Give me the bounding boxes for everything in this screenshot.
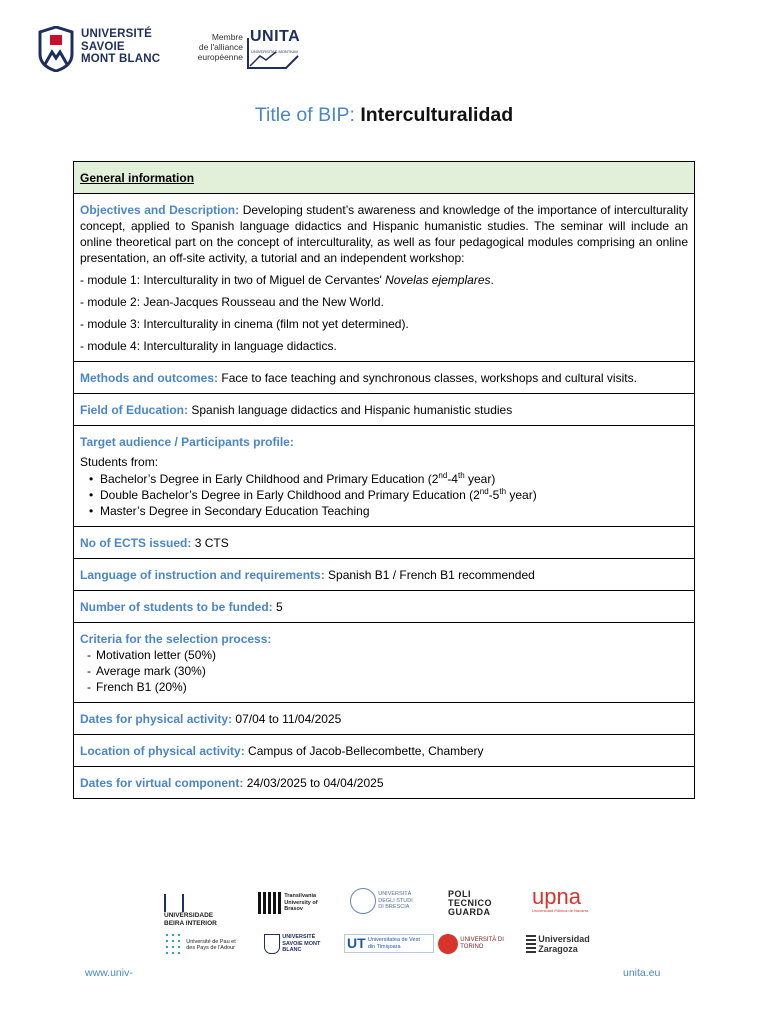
students-funded-cell [74,591,695,623]
language-cell [74,559,695,591]
dates-virtual-cell [74,767,695,799]
brasov-icon [258,892,282,914]
list-item: - Motivation letter (50%) [96,647,688,663]
page-title [0,104,768,127]
beira-interior-logo: UNIVERSIDADE BEIRA INTERIOR [164,894,244,928]
upna-logo: upna Universidad Pública de Navarra [532,884,589,913]
criteria-list [80,647,688,695]
objectives-paragraph [80,202,688,266]
usmb-partner-logo: UNIVERSITÉ SAVOIE MONT BLANC [264,934,334,954]
list-item: • Bachelor’s Degree in Early Childhood and Primary Education (2nd-4th year) [100,471,688,487]
membre-alliance-text: Membre de l'alliance européenne [197,32,243,62]
beira-icon [164,894,184,912]
students-from: Students from: [80,455,159,469]
target-label: Target audience / Participants profile: [80,435,294,449]
degree-list [80,471,688,519]
table-row [74,362,695,394]
table-row [74,591,695,623]
location-value: Campus of Jacob-Bellecombette, Chambery [248,744,484,758]
location-label: Location of physical activity: [80,744,245,758]
header-logos [38,26,318,74]
zaragoza-icon [526,935,536,953]
criteria-label: Criteria for the selection process: [80,632,272,646]
dates-physical-value: 07/04 to 11/04/2025 [235,712,342,726]
title-value: Interculturalidad [360,104,514,126]
list-item: • Master’s Degree in Secondary Education Teaching [100,503,688,519]
torino-seal-icon [438,934,458,954]
table-row [74,194,695,362]
zaragoza-logo: Universidad Zaragoza [526,934,606,954]
footer-website-left[interactable]: www.univ- [85,967,133,979]
footer-website-right[interactable]: unita.eu [623,967,661,979]
methods-label: Methods and outcomes: [80,371,219,385]
dates-physical-label: Dates for physical activity: [80,712,233,726]
students-funded-label: Number of students to be funded: [80,600,273,614]
field-text: Spanish language didactics and Hispanic humanistic studies [191,403,513,417]
ects-label: No of ECTS issued: [80,536,192,550]
list-item: - Average mark (30%) [96,663,688,679]
table-row [74,394,695,426]
location-cell [74,735,695,767]
ects-value: 3 CTS [194,536,229,550]
pau-logo: Université de Pau et des Pays de l'Adour [164,932,249,958]
list-item: - French B1 (20%) [96,679,688,695]
table-row [74,623,695,703]
criteria-cell [74,623,695,703]
language-value: Spanish B1 / French B1 recommended [328,568,535,582]
field-label: Field of Education: [80,403,188,417]
target-cell [74,426,695,527]
table-row [74,162,695,194]
module-1: - module 1: Interculturality in two of Miguel de Cervantes' Novelas ejemplares. [80,273,494,287]
language-label: Language of instruction and requirements: [80,568,325,582]
field-cell [74,394,695,426]
polito-guarda-logo: POLI TECNICO GUARDA [448,889,492,917]
module-3: - module 3: Interculturality in cinema (film not yet determined). [80,317,409,331]
dates-virtual-label: Dates for virtual component: [80,776,244,790]
ects-cell [74,527,695,559]
objectives-cell [74,194,695,362]
usmb-small-shield-icon [264,934,280,954]
methods-text: Face to face teaching and synchronous classes, workshops and cultural visits. [221,371,637,385]
pau-dots-icon [164,932,184,958]
table-row [74,735,695,767]
brasov-logo: Transilvania University of Brasov [258,892,328,914]
torino-logo: UNIVERSITÀ DI TORINO [438,934,508,954]
usmb-logo-text: UNIVERSITÉ SAVOIE MONT BLANC [81,28,161,65]
dates-virtual-value: 24/03/2025 to 04/04/2025 [246,776,384,790]
ut-monogram-icon: UT [347,935,366,951]
table-row [74,767,695,799]
table-row [74,527,695,559]
brescia-logo: UNIVERSITÀ DEGLI STUDI DI BRESCIA [350,888,420,914]
usmb-shield-logo [38,26,74,72]
title-label: Title of BIP: [254,104,355,126]
unita-wordmark: UNITA [250,28,301,45]
bip-info-table [73,161,695,799]
list-item: • Double Bachelor’s Degree in Early Childhood and Primary Education (2nd-5th year) [100,487,688,503]
table-row [74,426,695,527]
table-row [74,703,695,735]
dates-physical-cell [74,703,695,735]
methods-cell [74,362,695,394]
brescia-seal-icon [350,888,376,914]
objectives-label: Objectives and Description: [80,203,240,217]
general-information-header: General information [74,162,695,194]
unita-subtitle: UNIVERSITAS MONTIUM [251,49,298,54]
objectives-text: Developing student’s awareness and knowledge of the importance of interculturality concept, applied to Spanish language didactics and Hispanic humanistic studies. The seminar will include an online theoretical part on the concept of interculturality, as well as four pedagogical modules comprising an online presentation, an off-site activity, a tutorial and an independent workshop: [80,203,688,265]
module-4: - module 4: Interculturality in language didactics. [80,339,337,353]
table-row [74,559,695,591]
module-2: - module 2: Jean-Jacques Rousseau and the New World. [80,295,384,309]
students-funded-value: 5 [276,600,283,614]
timisoara-logo: UT Universitatea de Vest din Timișoara [344,934,434,953]
